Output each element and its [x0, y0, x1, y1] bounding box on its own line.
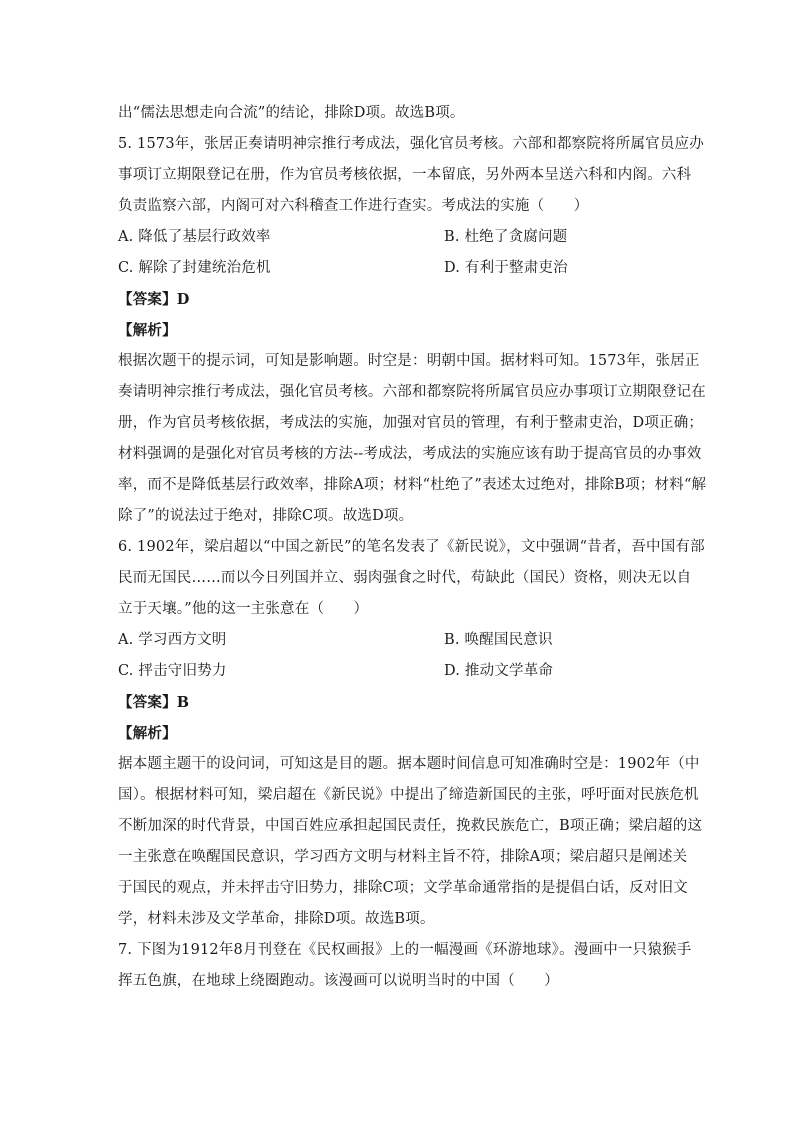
question-5-stem: 5. 1573年，张居正奏请明神宗推行考成法，强化官员考核。六部和都察院将所属官员应办: [118, 136, 704, 152]
text-line: 出“儒法思想走向合流”的结论，排除D项。故选B项。: [118, 105, 465, 121]
answer-label: 【答案】D: [118, 291, 190, 308]
answer-label: 【答案】B: [118, 694, 190, 711]
analysis-text: 册，作为官员考核依据，考成法的实施，加强对官员的管理，有利于整肃吏治，D项正确；: [118, 415, 704, 431]
question-5-stem: 负责监察六部，内阁可对六科稽查工作进行查实。考成法的实施（ ）: [118, 198, 589, 214]
option-a: A. 学习西方文明: [118, 632, 227, 648]
question-6-options-row-1: [118, 625, 678, 656]
option-b: B. 杜绝了贪腐问题: [444, 229, 568, 245]
analysis-text: 除了”的说法过于绝对，排除C项。故选D项。: [118, 508, 414, 524]
analysis-text: 一主张意在唤醒国民意识，学习西方文明与材料主旨不符，排除A项；梁启超只是阐述关: [118, 849, 688, 865]
analysis-label: 【解析】: [118, 725, 177, 742]
option-d: D. 推动文学革命: [444, 663, 554, 679]
question-5-options-row-2: [118, 253, 678, 284]
option-c: C. 抨击守旧势力: [118, 663, 227, 679]
analysis-text: 率，而不是降低基层行政效率，排除A项；材料“杜绝了”表述太过绝对，排除B项；材料“解: [118, 477, 707, 493]
analysis-text: 于国民的观点，并未抨击守旧势力，排除C项；文学革命通常指的是提倡白话，反对旧文: [118, 880, 688, 896]
question-6-stem: 立于天壤。”他的这一主张意在（ ）: [118, 601, 369, 617]
question-6-options-row-2: [118, 656, 678, 687]
question-7-stem: 7. 下图为1912年8月刊登在《民权画报》上的一幅漫画《环游地球》。漫画中一只猿猴手: [118, 942, 692, 958]
analysis-text: 不断加深的时代背景，中国百姓应承担起国民责任，挽救民族危亡，B项正确；梁启超的这: [118, 818, 703, 834]
question-7-stem: 挥五色旗，在地球上绕圈跑动。该漫画可以说明当时的中国（ ）: [118, 973, 559, 989]
analysis-label: 【解析】: [118, 322, 177, 339]
question-5-stem: 事项订立期限登记在册，作为官员考核依据，一本留底，另外两本呈送六科和内阁。六科: [118, 167, 692, 183]
document-page: [118, 98, 707, 997]
option-a: A. 降低了基层行政效率: [118, 229, 271, 245]
question-6-stem: 民而无国民……而以今日列国并立、弱肉强食之时代，苟缺此（国民）资格，则决无以自: [118, 570, 692, 586]
analysis-text: 据本题主题干的设问词，可知这是目的题。据本题时间信息可知准确时空是：1902年（中: [118, 756, 700, 772]
analysis-text: 学，材料未涉及文学革命，排除D项。故选B项。: [118, 911, 435, 927]
analysis-text: 根据次题干的提示词，可知是影响题。时空是：明朝中国。据材料可知。1573年，张居正: [118, 353, 700, 369]
analysis-text: 国）。根据材料可知，梁启超在《新民说》中提出了缔造新国民的主张，呼吁面对民族危机: [118, 787, 699, 803]
question-6-stem: 6. 1902年，梁启超以“中国之新民”的笔名发表了《新民说》，文中强调“昔者，吾中国有部: [118, 539, 705, 555]
option-b: B. 唤醒国民意识: [444, 632, 553, 648]
option-c: C. 解除了封建统治危机: [118, 260, 271, 276]
analysis-text: 奏请明神宗推行考成法，强化官员考核。六部和都察院将所属官员应办事项订立期限登记在: [118, 384, 706, 400]
analysis-text: 材料强调的是强化对官员考核的方法--考成法，考成法的实施应该有助于提高官员的办事效: [118, 446, 702, 462]
question-5-options-row-1: [118, 222, 678, 253]
option-d: D. 有利于整肃吏治: [444, 260, 568, 276]
